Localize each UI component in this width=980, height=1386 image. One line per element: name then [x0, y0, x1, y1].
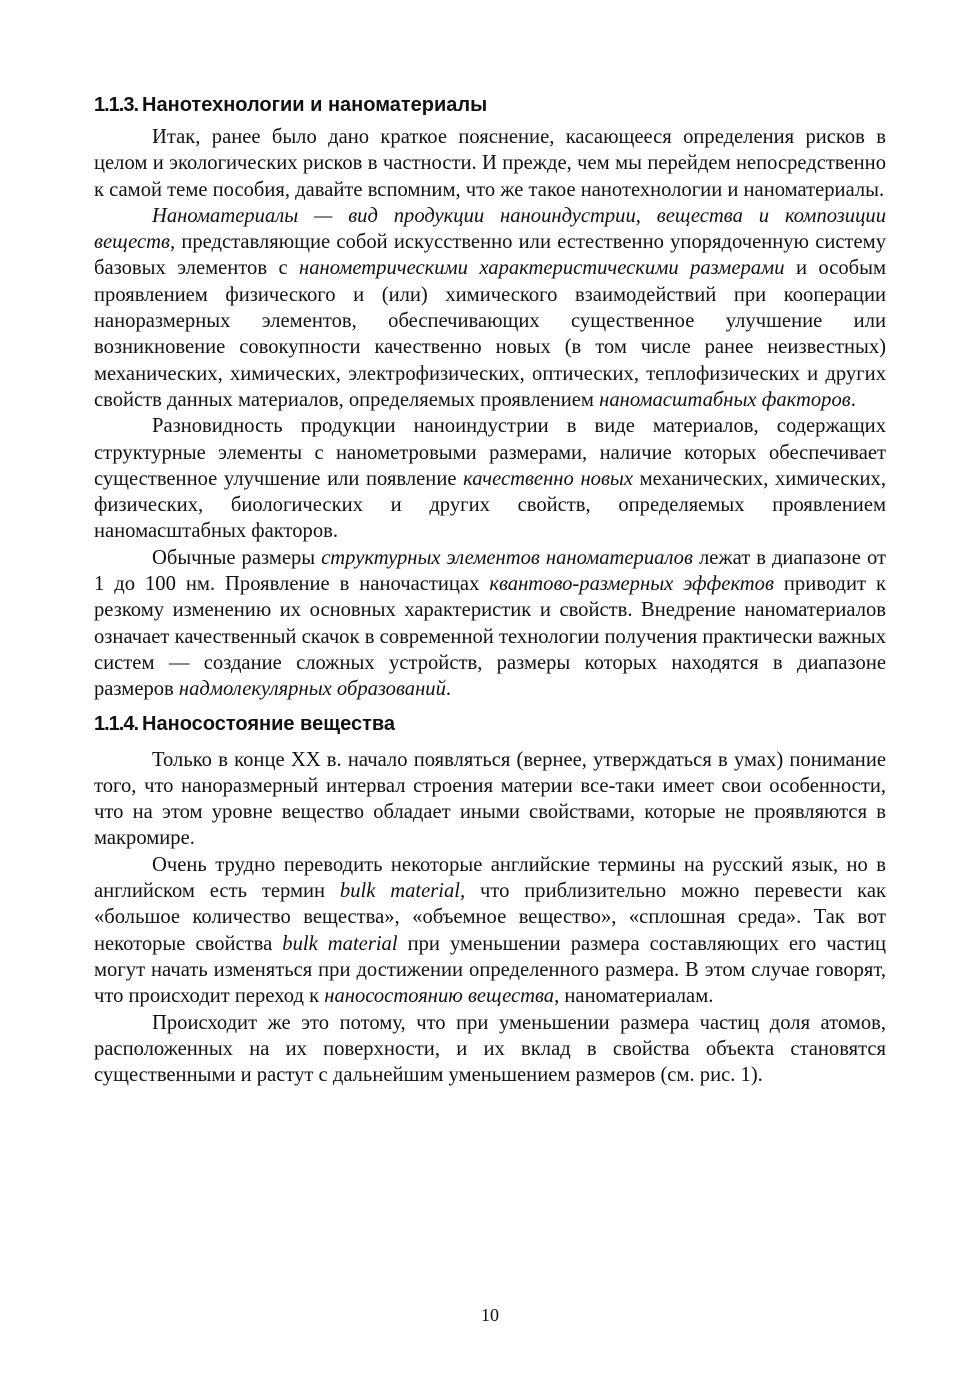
section-heading-1-1-4: [94, 711, 886, 737]
paragraph: [94, 124, 886, 203]
text-run: Разновидность продукции наноиндустрии в виде материалов, содержащих структурные элементы с нанометровыми размерами, наличие которых обеспечивает существенное улучшение или появление: [94, 415, 886, 490]
text-run: Происходит же это потому, что при уменьшении размера частиц доля атомов, расположенных на их поверхности, и их вклад в свойства объекта становятся существенными и растут с дальнейшим уменьшением размеров (см. рис. 1).: [94, 1011, 886, 1087]
text-run: представляющие собой искусственно или естественно упорядоченную систему базовых элементов с: [94, 231, 886, 280]
page-content: [94, 90, 886, 1088]
italic-term: bulk material: [282, 932, 398, 955]
text-run: при уменьшении размера составляющих его частиц могут начать изменяться при достижении определенного размера. В этом случае говорят, что происходит переход к: [94, 932, 886, 1008]
section-body-1-1-4: [94, 747, 886, 1089]
text-run: Очень трудно переводить некоторые английские термины на русский язык, но в английском есть термин: [94, 853, 886, 903]
italic-term: структурных элементов наноматериалов: [321, 546, 693, 569]
text-run: , наноматериалам.: [554, 985, 714, 1008]
paragraph: [94, 413, 886, 544]
italic-term: bulk material,: [339, 880, 466, 903]
paragraph: [94, 203, 886, 413]
section-heading-1-1-3: [94, 92, 886, 118]
text-run: .: [850, 388, 856, 411]
section-number: 1.1.4.: [94, 712, 139, 735]
italic-term: квантово-размерных эффектов: [489, 573, 774, 596]
paragraph: [94, 545, 886, 703]
section-number: 1.1.3.: [94, 94, 139, 116]
paragraph: [94, 1010, 886, 1089]
text-run: и особым проявлением физического и (или) химического взаимодействий при кооперации наноразмерных элементов, обеспечивающих существенное улучшение или возникновение совокупности качественно новых (в том числе ранее неизвестных) механических, химических, электрофизических, оптических, теплофизических и других свойств данных материалов, определяемых проявлением: [94, 257, 886, 411]
text-run: приводит к резкому изменению их основных характеристик и свойств. Внедрение наноматериалов означает качественный скачок в современной технологии получения практически важных систем — создание сложных устройств, размеры которых находятся в диапазоне размеров: [94, 573, 886, 701]
text-run: лежат в диапазоне от 1 до 100 нм. Проявление в наночастицах: [94, 546, 886, 596]
italic-term: Наноматериалы — вид продукции наноиндустрии, вещества и композиции веществ,: [94, 204, 886, 254]
italic-term: качественно новых: [463, 467, 633, 490]
section-title: Наносостояние вещества: [142, 712, 396, 735]
section-title: Нанотехнологии и наноматериалы: [142, 94, 488, 116]
text-run: что приблизительно можно перевести как «большое количество вещества», «объемное вещество», «сплошная среда». Так вот некоторые свойства: [94, 880, 886, 955]
italic-term: наномасштабных факторов: [599, 388, 851, 411]
section-body-1-1-3: [94, 124, 886, 703]
italic-term: нанометрическими характеристическими размерами: [299, 257, 785, 280]
paragraph: [94, 852, 886, 1010]
text-run: Только в конце XX в. начало появляться (вернее, утверждаться в умах) понимание того, что наноразмерный интервал строения материи все-таки имеет свои особенности, что на этом уровне вещество обладает иными свойствами, которые не проявляются в макромире.: [94, 748, 886, 850]
paragraph: [94, 747, 886, 852]
text-run: Итак, ранее было дано краткое пояснение, касающееся определения рисков в целом и экологических рисков в частности. И прежде, чем мы перейдем непосредственно к самой теме пособия, давайте вспомним, что же такое нанотехнологии и наноматериалы.: [94, 126, 886, 201]
text-run: механических, химических, физических, биологических и других свойств, определяемых проявлением наномасштабных факторов.: [94, 467, 886, 543]
italic-term: наносостоянию вещества: [324, 985, 555, 1008]
page-number: 10: [481, 1305, 499, 1325]
text-run: Обычные размеры: [152, 546, 322, 569]
text-run: .: [445, 678, 452, 701]
italic-term: надмолекулярных образований: [178, 678, 446, 701]
